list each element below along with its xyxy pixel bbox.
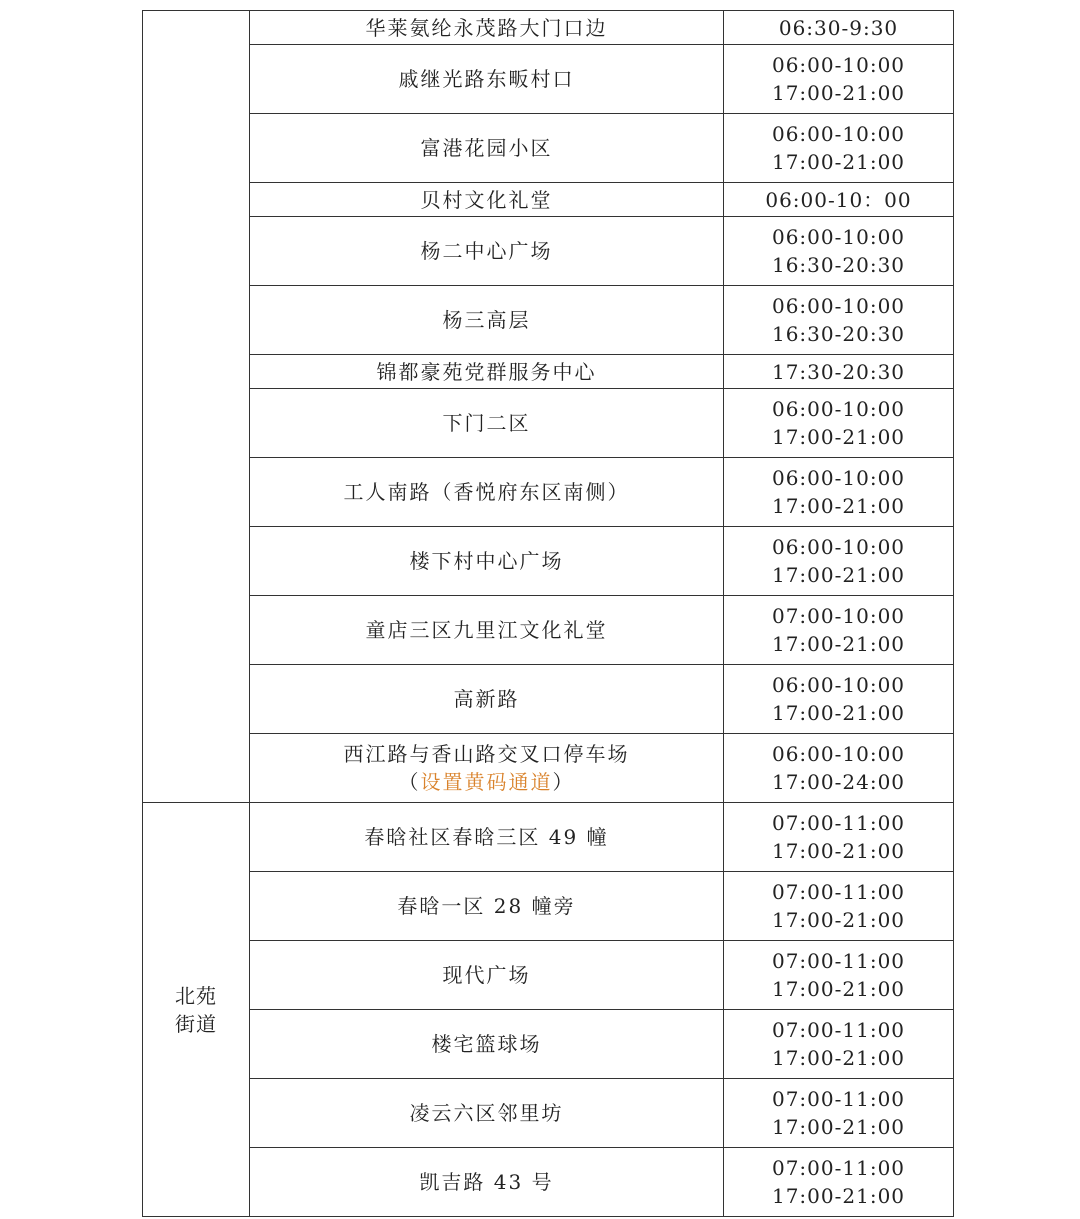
time-range: 06:00-10:00 (771, 225, 906, 249)
time-range: 17:00-21:00 (771, 908, 906, 932)
table-row (143, 803, 954, 872)
table-row (143, 11, 954, 45)
time-range: 17:00-21:00 (771, 425, 906, 449)
time-range: 17:00-21:00 (771, 1115, 906, 1139)
site-name-cell (250, 1148, 724, 1217)
site-name-cell (250, 183, 724, 217)
time-cell (724, 217, 954, 286)
time-range: 17:00-21:00 (771, 494, 906, 518)
time-range: 06:00-10:00 (771, 53, 906, 77)
time-cell (724, 1079, 954, 1148)
time-range: 07:00-11:00 (771, 880, 906, 904)
street-cell (143, 11, 250, 803)
note-open-paren: （ (398, 770, 421, 794)
site-name-cell (250, 217, 724, 286)
table-row (143, 458, 954, 527)
site-name-cell (250, 355, 724, 389)
table-row (143, 1148, 954, 1217)
time-cell (724, 527, 954, 596)
time-cell (724, 1148, 954, 1217)
time-range: 16:30-20:30 (771, 322, 906, 346)
time-range: 17:00-21:00 (771, 150, 906, 174)
site-name-cell (250, 45, 724, 114)
site-name: 西江路与香山路交叉口停车场 (343, 742, 630, 766)
site-name-cell (250, 941, 724, 1010)
table-row (143, 734, 954, 803)
time-cell (724, 872, 954, 941)
testing-sites-table (142, 10, 954, 1217)
site-name-cell (250, 1079, 724, 1148)
table-row (143, 596, 954, 665)
time-cell (724, 45, 954, 114)
site-name-cell (250, 665, 724, 734)
street-cell (143, 803, 250, 1217)
table-row (143, 45, 954, 114)
table-row (143, 286, 954, 355)
table-row (143, 183, 954, 217)
time-cell (724, 286, 954, 355)
site-name: 童店三区九里江文化礼堂 (365, 618, 608, 642)
site-name: 杨二中心广场 (420, 239, 553, 263)
time-range: 17:00-21:00 (771, 839, 906, 863)
time-range: 06:00-10:00 (771, 742, 906, 766)
time-cell (724, 1010, 954, 1079)
site-name: 春晗一区 28 幢旁 (397, 894, 576, 918)
time-range: 06:00-10:00 (771, 673, 906, 697)
time-range: 17:30-20:30 (771, 359, 906, 384)
yellow-code-channel-note: 设置黄码通道 (420, 770, 553, 794)
site-name-cell (250, 286, 724, 355)
time-cell (724, 11, 954, 45)
time-range: 07:00-10:00 (771, 604, 906, 628)
table-row (143, 389, 954, 458)
site-name-cell (250, 734, 724, 803)
time-range: 17:00-21:00 (771, 632, 906, 656)
time-cell (724, 665, 954, 734)
time-range: 06:00-10:00 (771, 535, 906, 559)
site-name-cell (250, 1010, 724, 1079)
table-row (143, 114, 954, 183)
time-cell (724, 734, 954, 803)
table-row (143, 217, 954, 286)
time-cell (724, 596, 954, 665)
site-name-cell (250, 872, 724, 941)
table-body (143, 11, 954, 1217)
time-range: 16:30-20:30 (771, 253, 906, 277)
site-name-cell (250, 11, 724, 45)
street-name-line: 北苑 (175, 983, 217, 1008)
time-cell (724, 941, 954, 1010)
time-range: 17:00-21:00 (771, 1184, 906, 1208)
time-range: 17:00-21:00 (771, 81, 906, 105)
site-name: 高新路 (453, 687, 520, 711)
time-range: 06:00-10:00 (771, 466, 906, 490)
site-name: 工人南路（香悦府东区南侧） (343, 480, 630, 504)
time-range: 07:00-11:00 (771, 949, 906, 973)
site-name: 锦都豪苑党群服务中心 (376, 359, 597, 384)
site-name-cell (250, 527, 724, 596)
table-row (143, 872, 954, 941)
table-row (143, 355, 954, 389)
time-range: 17:00-21:00 (771, 977, 906, 1001)
site-name-cell (250, 803, 724, 872)
time-cell (724, 183, 954, 217)
site-note (250, 768, 723, 796)
time-range: 07:00-11:00 (771, 1156, 906, 1180)
site-name: 凯吉路 43 号 (419, 1170, 554, 1194)
table-row (143, 527, 954, 596)
site-name-cell (250, 458, 724, 527)
table-row (143, 665, 954, 734)
time-range: 06:00-10：00 (765, 187, 912, 212)
note-close-paren: ） (552, 770, 575, 794)
site-name: 富港花园小区 (420, 136, 553, 160)
time-cell (724, 114, 954, 183)
site-name-cell (250, 114, 724, 183)
table-row (143, 1079, 954, 1148)
site-name-cell (250, 389, 724, 458)
time-cell (724, 803, 954, 872)
time-range: 17:00-21:00 (771, 1046, 906, 1070)
site-name: 楼下村中心广场 (409, 549, 564, 573)
time-range: 07:00-11:00 (771, 811, 906, 835)
time-cell (724, 389, 954, 458)
time-range: 06:00-10:00 (771, 122, 906, 146)
street-name-line: 街道 (175, 1011, 217, 1036)
site-name-cell (250, 596, 724, 665)
time-range: 06:30-9:30 (778, 15, 899, 40)
site-name: 杨三高层 (442, 308, 531, 332)
site-name: 楼宅篮球场 (431, 1032, 542, 1056)
time-cell (724, 458, 954, 527)
time-range: 06:00-10:00 (771, 294, 906, 318)
time-range: 17:00-24:00 (771, 770, 906, 794)
time-range: 17:00-21:00 (771, 563, 906, 587)
table-row (143, 1010, 954, 1079)
time-cell (724, 355, 954, 389)
site-name: 下门二区 (442, 411, 531, 435)
site-name: 凌云六区邻里坊 (409, 1101, 564, 1125)
site-name: 华莱氨纶永茂路大门口边 (365, 15, 608, 40)
site-name: 春晗社区春晗三区 49 幢 (364, 825, 609, 849)
site-name: 现代广场 (442, 963, 531, 987)
time-range: 17:00-21:00 (771, 701, 906, 725)
time-range: 07:00-11:00 (771, 1087, 906, 1111)
table-row (143, 941, 954, 1010)
time-range: 06:00-10:00 (771, 397, 906, 421)
time-range: 07:00-11:00 (771, 1018, 906, 1042)
site-name: 贝村文化礼堂 (420, 187, 553, 212)
site-name: 戚继光路东畈村口 (398, 67, 575, 91)
